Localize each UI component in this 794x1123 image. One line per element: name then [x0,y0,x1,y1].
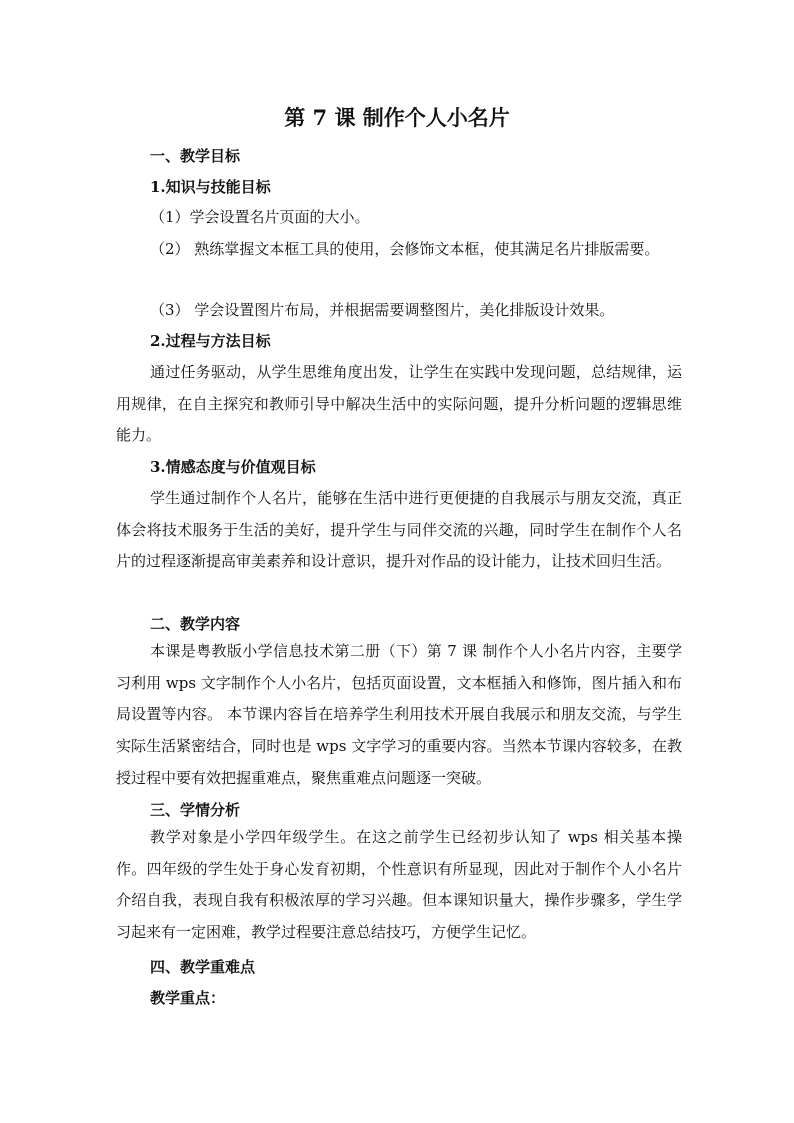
subheading-attitude-values: 3.情感态度与价值观目标 [150,458,316,476]
subheading-knowledge-skills: 1.知识与技能目标 [150,178,271,196]
objective-item-3: （3） 学会设置图片布局，并根据需要调整图片，美化排版设计效果。 [150,301,615,319]
objective-item-2: （2） 熟练掌握文本框工具的使用，会修饰文本框，使其满足名片排版需要。 [150,240,660,258]
paragraph-content: 本课是粤教版小学信息技术第二册（下）第 7 课 制作个人小名片内容，主要学习利用 wps 文字制作个人小名片，包括页面设置，文本框插入和修饰，图片插入和布局设置等内容。 本节课内容旨在培养学生利用技术开展自我展示和朋友交流，与学生实际生活紧密结合，同时也是 wps 文字学习的重要内容。当然本节课内容较多，在教授过程中要有效把握重难点，聚焦重难点问题逐一突破。 [116,642,682,787]
section-heading-learner-analysis: 三、学情分析 [150,801,241,819]
paragraph-process-methods: 通过任务驱动，从学生思维角度出发，让学生在实践中发现问题，总结规律，运用规律，在自主探究和教师引导中解决生活中的实际问题，提升分析问题的逻辑思维能力。 [116,363,682,445]
subheading-teaching-focus: 教学重点： [150,989,226,1007]
subheading-process-methods: 2.过程与方法目标 [150,332,271,350]
page-title: 第 7 课 制作个人小名片 [284,105,510,130]
section-heading-key-points: 四、教学重难点 [150,958,256,976]
section-heading-objectives: 一、教学目标 [150,147,241,165]
objective-item-1: （1）学会设置名片页面的大小。 [150,208,370,226]
paragraph-learner-analysis: 教学对象是小学四年级学生。在这之前学生已经初步认知了 wps 相关基本操作。四年级的学生处于身心发育初期，个性意识有所显现，因此对于制作个人小名片介绍自我，表现自我有积极浓厚的学习兴趣。但本课知识量大，操作步骤多，学生学习起来有一定困难，教学过程要注意总结技巧，方便学生记忆。 [116,828,682,942]
section-heading-content: 二、教学内容 [150,615,241,633]
paragraph-attitude-values: 学生通过制作个人名片，能够在生活中进行更便捷的自我展示与朋友交流，真正体会将技术服务于生活的美好，提升学生与同伴交流的兴趣，同时学生在制作个人名片的过程逐渐提高审美素养和设计意识，提升对作品的设计能力，让技术回归生活。 [116,489,682,571]
